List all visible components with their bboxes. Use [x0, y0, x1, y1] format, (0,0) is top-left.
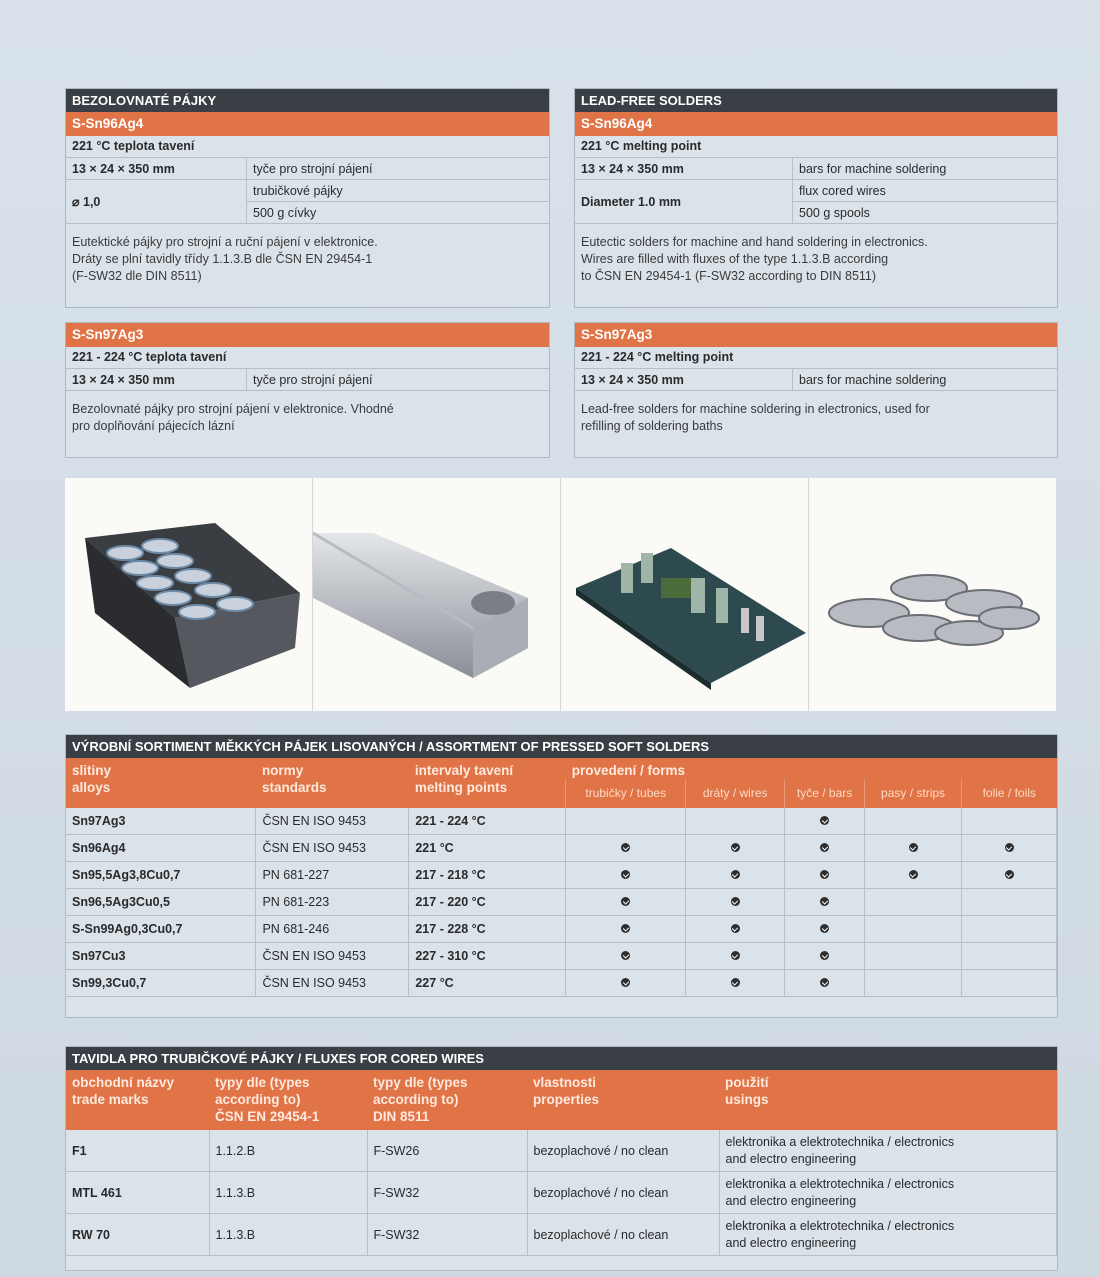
form-cell — [865, 808, 962, 835]
csn-cell: 1.1.2.B — [209, 1130, 367, 1172]
standard-cell: PN 681-246 — [256, 916, 409, 943]
melting-cell: 221 - 224 °C — [409, 808, 566, 835]
csn-cell: 1.1.3.B — [209, 1214, 367, 1256]
bars-label: bars for machine soldering — [793, 369, 1058, 391]
form-cell — [785, 862, 865, 889]
table-row — [66, 1214, 1057, 1256]
description: Eutectic solders for machine and hand soldering in electronics. Wires are filled with fluxes of the type 1.1.3.B according to ČSN EN 29454-1 (F-SW32 according to DIN 8511) — [581, 235, 928, 283]
form-cell — [686, 835, 785, 862]
check-icon — [621, 978, 630, 987]
alloy-cell: Sn97Ag3 — [66, 808, 256, 835]
dimensions: 13 × 24 × 350 mm — [66, 158, 247, 180]
bars-label: bars for machine soldering — [793, 158, 1058, 180]
form-cell — [962, 943, 1057, 970]
form-cell — [865, 970, 962, 997]
flux-col-header: obchodní názvy trade marks — [66, 1070, 209, 1130]
form-cell — [785, 943, 865, 970]
col-forms: provedení / forms — [566, 758, 1057, 779]
table-row — [66, 889, 1057, 916]
check-icon — [621, 924, 630, 933]
check-icon — [731, 897, 740, 906]
din-cell: F-SW32 — [367, 1214, 527, 1256]
name-cell: RW 70 — [66, 1214, 209, 1256]
table-row — [66, 943, 1057, 970]
table-row — [66, 1172, 1057, 1214]
assortment-table — [65, 734, 1058, 1018]
check-icon — [731, 951, 740, 960]
cz-product-box-2 — [65, 322, 550, 458]
form-foils: folie / foils — [962, 779, 1057, 808]
form-cell — [865, 943, 962, 970]
form-cell — [566, 916, 686, 943]
spec-table — [575, 369, 1057, 391]
form-cell — [865, 835, 962, 862]
table-row — [66, 916, 1057, 943]
section-header-cz: BEZOLOVNATÉ PÁJKY — [66, 89, 549, 112]
form-tubes: trubičky / tubes — [566, 779, 686, 808]
standard-cell: ČSN EN ISO 9453 — [256, 835, 409, 862]
use-cell: elektronika a elektrotechnika / electronics and electro engineering — [719, 1172, 1057, 1214]
form-cell — [785, 835, 865, 862]
section-header-en: LEAD-FREE SOLDERS — [575, 89, 1057, 112]
check-icon — [1005, 870, 1014, 879]
solder-pellets-photo — [809, 478, 1056, 711]
melting-cell: 221 °C — [409, 835, 566, 862]
form-bars: tyče / bars — [785, 779, 865, 808]
alloy-cell: Sn96,5Ag3Cu0,5 — [66, 889, 256, 916]
check-icon — [621, 897, 630, 906]
form-cell — [785, 889, 865, 916]
col-melting: intervaly tavení melting points — [409, 758, 566, 808]
table-row — [66, 970, 1057, 997]
assortment-title: VÝROBNÍ SORTIMENT MĚKKÝCH PÁJEK LISOVANÝCH / ASSORTMENT OF PRESSED SOFT SOLDERS — [66, 735, 1057, 758]
form-strips: pasy / strips — [865, 779, 962, 808]
check-icon — [731, 924, 740, 933]
check-icon — [820, 951, 829, 960]
alloy-cell: Sn99,3Cu0,7 — [66, 970, 256, 997]
din-cell: F-SW32 — [367, 1172, 527, 1214]
check-icon — [621, 843, 630, 852]
alloy-cell: Sn97Cu3 — [66, 943, 256, 970]
form-cell — [686, 808, 785, 835]
form-wires: dráty / wires — [686, 779, 785, 808]
name-cell: MTL 461 — [66, 1172, 209, 1214]
form-cell — [865, 889, 962, 916]
col-standards: normy standards — [256, 758, 409, 808]
melting-point: 221 °C teplota tavení — [66, 136, 549, 158]
solder-bar-photo — [313, 478, 561, 711]
melting-point: 221 - 224 °C melting point — [575, 347, 1057, 369]
description: Lead-free solders for machine soldering in electronics, used for refilling of soldering baths — [581, 402, 930, 433]
dimensions: 13 × 24 × 350 mm — [575, 158, 793, 180]
table-row — [66, 835, 1057, 862]
form-cell — [962, 862, 1057, 889]
alloy-cell: Sn95,5Ag3,8Cu0,7 — [66, 862, 256, 889]
fluxes-table — [65, 1046, 1058, 1271]
check-icon — [820, 924, 829, 933]
form-cell — [686, 862, 785, 889]
form-cell — [962, 808, 1057, 835]
form-cell — [566, 808, 686, 835]
table-row — [66, 808, 1057, 835]
melting-cell: 217 - 220 °C — [409, 889, 566, 916]
product-name: S-Sn96Ag4 — [575, 112, 1057, 136]
product-name: S-Sn97Ag3 — [66, 323, 549, 347]
standard-cell: ČSN EN ISO 9453 — [256, 970, 409, 997]
description: Eutektické pájky pro strojní a ruční pájení v elektronice. Dráty se plní tavidly třídy 1.1.3.B dle ČSN EN 29454-1 (F-SW32 dle DIN 8511) — [72, 235, 378, 283]
standard-cell: PN 681-223 — [256, 889, 409, 916]
check-icon — [820, 843, 829, 852]
melting-point: 221 °C melting point — [575, 136, 1057, 158]
check-icon — [731, 978, 740, 987]
description: Bezolovnaté pájky pro strojní pájení v elektronice. Vhodné pro doplňování pájecích lázní — [72, 402, 394, 433]
din-cell: F-SW26 — [367, 1130, 527, 1172]
bars-label: tyče pro strojní pájení — [247, 369, 550, 391]
form-cell — [962, 970, 1057, 997]
form-cell — [686, 943, 785, 970]
product-photos — [65, 478, 1056, 711]
flux-col-header: vlastnosti properties — [527, 1070, 719, 1130]
standard-cell: ČSN EN ISO 9453 — [256, 808, 409, 835]
melting-cell: 227 °C — [409, 970, 566, 997]
prop-cell: bezoplachové / no clean — [527, 1130, 719, 1172]
alloy-cell: Sn96Ag4 — [66, 835, 256, 862]
spool-box-photo — [65, 478, 313, 711]
flux-col-header: použití usings — [719, 1070, 1057, 1130]
form-cell — [962, 835, 1057, 862]
standard-cell: PN 681-227 — [256, 862, 409, 889]
form-cell — [566, 943, 686, 970]
spools-label: 500 g cívky — [247, 202, 550, 224]
check-icon — [1005, 843, 1014, 852]
use-cell: elektronika a elektrotechnika / electronics and electro engineering — [719, 1214, 1057, 1256]
melting-cell: 227 - 310 °C — [409, 943, 566, 970]
check-icon — [621, 870, 630, 879]
form-cell — [962, 889, 1057, 916]
form-cell — [566, 889, 686, 916]
flux-col-header: typy dle (types according to) DIN 8511 — [367, 1070, 527, 1130]
dimensions: 13 × 24 × 350 mm — [66, 369, 247, 391]
form-cell — [686, 970, 785, 997]
spec-table — [66, 369, 549, 391]
col-alloys: slitiny alloys — [66, 758, 256, 808]
check-icon — [820, 978, 829, 987]
en-product-box-1 — [574, 88, 1058, 308]
form-cell — [785, 970, 865, 997]
form-cell — [865, 862, 962, 889]
diameter: Diameter 1.0 mm — [575, 180, 793, 224]
check-icon — [731, 843, 740, 852]
check-icon — [731, 870, 740, 879]
form-cell — [686, 889, 785, 916]
fluxes-title: TAVIDLA PRO TRUBIČKOVÉ PÁJKY / FLUXES FOR CORED WIRES — [66, 1047, 1057, 1070]
form-cell — [566, 862, 686, 889]
check-icon — [909, 843, 918, 852]
check-icon — [621, 951, 630, 960]
melting-cell: 217 - 218 °C — [409, 862, 566, 889]
table-row — [66, 1130, 1057, 1172]
table-row — [66, 862, 1057, 889]
name-cell: F1 — [66, 1130, 209, 1172]
use-cell: elektronika a elektrotechnika / electronics and electro engineering — [719, 1130, 1057, 1172]
product-name: S-Sn96Ag4 — [66, 112, 549, 136]
check-icon — [820, 816, 829, 825]
cz-product-box-1 — [65, 88, 550, 308]
spools-label: 500 g spools — [793, 202, 1058, 224]
csn-cell: 1.1.3.B — [209, 1172, 367, 1214]
form-cell — [566, 835, 686, 862]
alloy-cell: S-Sn99Ag0,3Cu0,7 — [66, 916, 256, 943]
circuit-board-photo — [561, 478, 809, 711]
form-cell — [962, 916, 1057, 943]
check-icon — [909, 870, 918, 879]
product-name: S-Sn97Ag3 — [575, 323, 1057, 347]
check-icon — [820, 897, 829, 906]
standard-cell: ČSN EN ISO 9453 — [256, 943, 409, 970]
check-icon — [820, 870, 829, 879]
diameter: ⌀ 1,0 — [66, 180, 247, 224]
spec-table — [575, 158, 1057, 224]
form-cell — [865, 916, 962, 943]
bars-label: tyče pro strojní pájení — [247, 158, 550, 180]
form-cell — [686, 916, 785, 943]
dimensions: 13 × 24 × 350 mm — [575, 369, 793, 391]
cored-label: flux cored wires — [793, 180, 1058, 202]
flux-col-header: typy dle (types according to) ČSN EN 29454-1 — [209, 1070, 367, 1130]
form-cell — [785, 916, 865, 943]
en-product-box-2 — [574, 322, 1058, 458]
melting-cell: 217 - 228 °C — [409, 916, 566, 943]
prop-cell: bezoplachové / no clean — [527, 1172, 719, 1214]
form-cell — [566, 970, 686, 997]
form-cell — [785, 808, 865, 835]
cored-label: trubičkové pájky — [247, 180, 550, 202]
spec-table — [66, 158, 549, 224]
melting-point: 221 - 224 °C teplota tavení — [66, 347, 549, 369]
prop-cell: bezoplachové / no clean — [527, 1214, 719, 1256]
